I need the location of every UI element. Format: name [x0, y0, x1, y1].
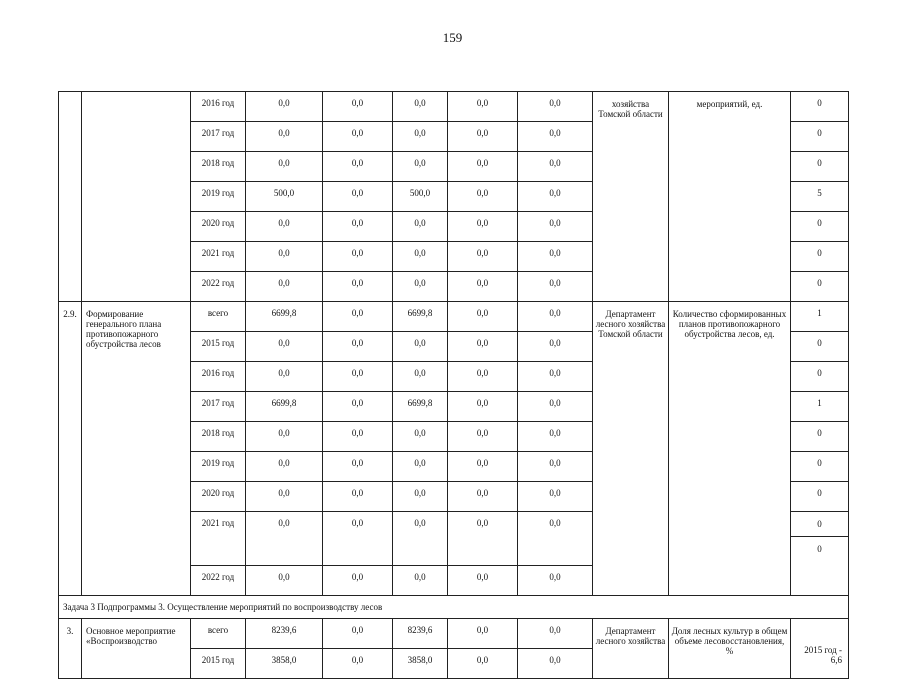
year-cell: 2022 год — [191, 272, 246, 302]
value-cell: 0,0 — [448, 362, 518, 392]
program-table — [58, 91, 849, 679]
page-number: 159 — [442, 30, 463, 45]
value-cell: 0,0 — [246, 152, 323, 182]
indicator-value-cell: 5 — [791, 182, 849, 212]
year-cell: всего — [191, 619, 246, 649]
value-cell: 0,0 — [323, 242, 393, 272]
value-cell: 0,0 — [518, 182, 593, 212]
year-cell: 2022 год — [191, 566, 246, 596]
item-number-cell: 2.9. — [59, 302, 82, 596]
value-cell: 0,0 — [518, 392, 593, 422]
value-cell: 0,0 — [246, 92, 323, 122]
value-cell: 8239,6 — [393, 619, 448, 649]
value-cell: 0,0 — [518, 272, 593, 302]
indicator-value-cell: 1 — [791, 302, 849, 332]
value-cell: 0,0 — [323, 619, 393, 649]
value-cell: 0,0 — [448, 392, 518, 422]
value-cell: 0,0 — [518, 92, 593, 122]
value-cell: 0,0 — [393, 152, 448, 182]
indicator-name-cell: Доля лесных культур в общем объеме лесовосстановления, % — [669, 619, 791, 679]
table-row — [59, 302, 849, 332]
indicator-value-cell — [791, 512, 849, 596]
year-cell: 2016 год — [191, 362, 246, 392]
value-cell: 0,0 — [323, 212, 393, 242]
indicator-value-cell: 0 — [791, 152, 849, 182]
year-cell: 2018 год — [191, 152, 246, 182]
value-cell: 0,0 — [518, 242, 593, 272]
value-cell: 3858,0 — [246, 649, 323, 679]
value-cell: 0,0 — [518, 452, 593, 482]
executor-cell: Департамент лесного хозяйства Томской области — [593, 302, 669, 596]
value-cell: 0,0 — [323, 92, 393, 122]
value-cell: 0,0 — [323, 362, 393, 392]
value-cell: 0,0 — [393, 452, 448, 482]
value-cell: 0,0 — [323, 566, 393, 596]
value-cell: 0,0 — [448, 152, 518, 182]
value-cell: 0,0 — [518, 362, 593, 392]
table-row — [59, 619, 849, 649]
year-cell: 2015 год — [191, 649, 246, 679]
indicator-value-cell: 0 — [791, 452, 849, 482]
value-cell: 0,0 — [323, 649, 393, 679]
value-cell: 0,0 — [448, 272, 518, 302]
value-cell: 0,0 — [323, 302, 393, 332]
item-name-cell: Основное мероприятие «Воспроизводство — [82, 619, 191, 679]
value-cell: 0,0 — [518, 122, 593, 152]
value-cell: 0,0 — [393, 332, 448, 362]
value-cell: 500,0 — [246, 182, 323, 212]
value-cell: 0,0 — [448, 182, 518, 212]
task-header-row — [59, 596, 849, 619]
value-cell: 0,0 — [448, 422, 518, 452]
value-cell: 0,0 — [393, 512, 448, 566]
value-cell: 0,0 — [448, 482, 518, 512]
value-cell: 0,0 — [448, 212, 518, 242]
year-cell: 2021 год — [191, 242, 246, 272]
indicator-value-cell: 0 — [791, 422, 849, 452]
indicator-value-cell: 0 — [791, 92, 849, 122]
value-cell: 0,0 — [246, 452, 323, 482]
year-cell: всего — [191, 302, 246, 332]
value-cell: 0,0 — [323, 272, 393, 302]
indicator-value-cell: 0 — [791, 482, 849, 512]
value-cell: 0,0 — [448, 332, 518, 362]
value-cell: 0,0 — [323, 182, 393, 212]
value-cell: 0,0 — [518, 212, 593, 242]
indicator-value-cell: 0 — [791, 212, 849, 242]
executor-cell: Департамент лесного хозяйства — [593, 619, 669, 679]
value-cell: 0,0 — [518, 619, 593, 649]
value-cell: 0,0 — [393, 92, 448, 122]
value-cell: 0,0 — [518, 152, 593, 182]
value-cell: 0,0 — [393, 566, 448, 596]
value-cell: 0,0 — [393, 482, 448, 512]
table-row — [59, 92, 849, 122]
year-cell: 2020 год — [191, 212, 246, 242]
item-name-cell: Формирование генерального плана противопожарного обустройства лесов — [82, 302, 191, 596]
value-cell: 0,0 — [518, 302, 593, 332]
value-cell: 500,0 — [393, 182, 448, 212]
value-cell: 0,0 — [448, 122, 518, 152]
value-cell: 0,0 — [393, 362, 448, 392]
item-number-cell: 3. — [59, 619, 82, 679]
task-title: Задача 3 Подпрограммы 3. Осуществление мероприятий по воспроизводству лесов — [59, 596, 849, 619]
value-cell: 0,0 — [323, 422, 393, 452]
indicator-value-cell: 1 — [791, 392, 849, 422]
value-cell: 0,0 — [246, 332, 323, 362]
value-cell: 6699,8 — [246, 302, 323, 332]
indicator-value-cell: 2015 год - 6,6 — [791, 619, 849, 679]
value-cell: 0,0 — [246, 422, 323, 452]
value-cell: 6699,8 — [246, 392, 323, 422]
value-cell: 0,0 — [246, 482, 323, 512]
year-cell: 2017 год — [191, 122, 246, 152]
value-cell: 0,0 — [448, 649, 518, 679]
value-cell: 0,0 — [518, 482, 593, 512]
indicator-values — [791, 512, 848, 561]
indicator-value-cell: 0 — [791, 362, 849, 392]
value-cell: 0,0 — [518, 332, 593, 362]
value-cell: 0,0 — [246, 566, 323, 596]
value-cell: 0,0 — [393, 122, 448, 152]
year-cell: 2020 год — [191, 482, 246, 512]
year-cell: 2015 год — [191, 332, 246, 362]
value-cell: 0,0 — [323, 482, 393, 512]
indicator-value-cell: 0 — [791, 272, 849, 302]
value-cell: 0,0 — [323, 512, 393, 566]
value-cell: 8239,6 — [246, 619, 323, 649]
value-cell: 0,0 — [448, 512, 518, 566]
indicator-value-cell: 0 — [791, 122, 849, 152]
value-cell: 0,0 — [246, 242, 323, 272]
value-cell: 0,0 — [448, 619, 518, 649]
value-cell: 0,0 — [448, 92, 518, 122]
value-cell: 0,0 — [246, 122, 323, 152]
year-cell: 2019 год — [191, 452, 246, 482]
executor-cell: хозяйства Томской области — [593, 92, 669, 302]
indicator-value: 0 — [817, 544, 822, 554]
value-cell: 0,0 — [246, 362, 323, 392]
value-cell: 3858,0 — [393, 649, 448, 679]
indicator-value-cell: 0 — [791, 332, 849, 362]
value-cell: 0,0 — [323, 122, 393, 152]
value-cell: 0,0 — [393, 242, 448, 272]
year-cell: 2017 год — [191, 392, 246, 422]
value-cell: 0,0 — [323, 452, 393, 482]
table-body — [59, 92, 849, 679]
value-cell: 0,0 — [246, 212, 323, 242]
value-cell: 0,0 — [393, 272, 448, 302]
value-cell: 0,0 — [518, 566, 593, 596]
value-cell: 6699,8 — [393, 392, 448, 422]
value-cell: 0,0 — [448, 302, 518, 332]
year-cell: 2016 год — [191, 92, 246, 122]
value-cell: 0,0 — [393, 212, 448, 242]
indicator-value-cell: 0 — [791, 242, 849, 272]
value-cell: 0,0 — [323, 152, 393, 182]
value-cell: 6699,8 — [393, 302, 448, 332]
value-cell: 0,0 — [393, 422, 448, 452]
item-number-cell — [59, 92, 82, 302]
indicator-name-cell: мероприятий, ед. — [669, 92, 791, 302]
indicator-name-cell: Количество сформированных планов противопожарного обустройства лесов, ед. — [669, 302, 791, 596]
year-cell: 2021 год — [191, 512, 246, 566]
value-cell: 0,0 — [323, 332, 393, 362]
value-cell: 0,0 — [323, 392, 393, 422]
item-name-cell — [82, 92, 191, 302]
year-cell: 2019 год — [191, 182, 246, 212]
year-cell: 2018 год — [191, 422, 246, 452]
value-cell: 0,0 — [246, 272, 323, 302]
value-cell: 0,0 — [246, 512, 323, 566]
value-cell: 0,0 — [448, 566, 518, 596]
value-cell: 0,0 — [518, 649, 593, 679]
indicator-value: 0 — [791, 512, 848, 537]
value-cell: 0,0 — [518, 422, 593, 452]
value-cell: 0,0 — [448, 242, 518, 272]
value-cell: 0,0 — [518, 512, 593, 566]
value-cell: 0,0 — [448, 452, 518, 482]
